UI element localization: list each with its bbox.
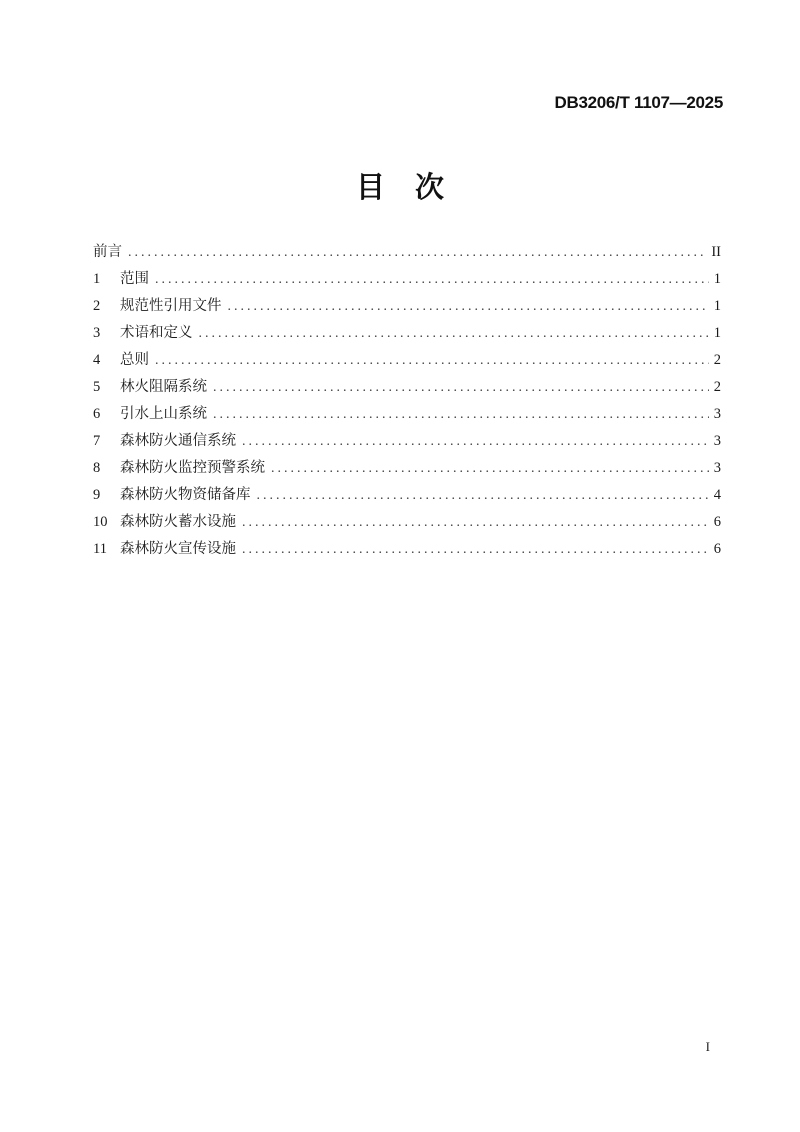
toc-entry (93, 347, 721, 374)
toc-entry (93, 509, 721, 536)
toc-entry-page: 1 (713, 271, 721, 287)
toc-entry-page: 6 (713, 514, 721, 530)
toc-entry-page: 2 (713, 352, 721, 368)
toc-leader-dots (242, 509, 709, 536)
toc-entry-number: 7 (93, 433, 101, 449)
toc-entry-number: 8 (93, 460, 101, 476)
toc-leader-dots (155, 266, 709, 293)
toc-entry-number: 3 (93, 325, 101, 341)
toc-leader-dots (213, 401, 709, 428)
toc-leader-dots (271, 455, 709, 482)
toc-entry-label: 森林防火宣传设施 (120, 541, 236, 557)
toc-entry-page: 1 (713, 325, 721, 341)
toc-leader-dots (228, 293, 709, 320)
toc-entry (93, 401, 721, 428)
toc-entry-number: 11 (93, 541, 107, 557)
toc-entry (93, 239, 721, 266)
toc-entry-label: 引水上山系统 (120, 406, 207, 422)
toc-entry-number: 10 (93, 514, 108, 530)
toc-entry-label: 前言 (93, 244, 122, 260)
toc-leader-dots (242, 536, 709, 563)
footer-page-number: I (705, 1039, 710, 1054)
toc-entry-label: 森林防火监控预警系统 (120, 460, 265, 476)
toc-entry-page: 4 (713, 487, 721, 503)
page-title: 目 次 (355, 172, 445, 204)
toc-entry-page: 1 (713, 298, 721, 314)
toc-leader-dots (128, 239, 706, 266)
toc-entry-page: 3 (713, 406, 721, 422)
toc-entry-label: 规范性引用文件 (120, 298, 222, 314)
toc-entry-label: 术语和定义 (120, 325, 193, 341)
toc-entry (93, 266, 721, 293)
toc-entry-page: 6 (713, 541, 721, 557)
toc-entry (93, 428, 721, 455)
toc-leader-dots (213, 374, 709, 401)
toc-entry (93, 455, 721, 482)
toc-entry-label: 森林防火蓄水设施 (120, 514, 236, 530)
toc-entry-number: 6 (93, 406, 101, 422)
toc-entry-label: 森林防火物资储备库 (120, 487, 251, 503)
toc-entry-page: II (711, 244, 721, 260)
toc-leader-dots (257, 482, 709, 509)
toc-entry (93, 320, 721, 347)
toc-entry (93, 374, 721, 401)
toc-entry-label: 林火阻隔系统 (120, 379, 207, 395)
toc-entry-page: 2 (713, 379, 721, 395)
toc-entry (93, 482, 721, 509)
toc-entry-page: 3 (713, 460, 721, 476)
toc-entry-number: 4 (93, 352, 101, 368)
toc-entry-label: 森林防火通信系统 (120, 433, 236, 449)
toc-leader-dots (242, 428, 709, 455)
toc-entry-label: 范围 (120, 271, 149, 287)
toc-entry-page: 3 (713, 433, 721, 449)
doc-standard-code: DB3206/T 1107—2025 (554, 93, 723, 112)
toc-entry-number: 1 (93, 271, 101, 287)
toc-leader-dots (155, 347, 709, 374)
toc-entry-number: 2 (93, 298, 101, 314)
toc-entry (93, 293, 721, 320)
toc-entry-label: 总则 (120, 352, 149, 368)
toc-entry-number: 5 (93, 379, 101, 395)
toc-list (93, 239, 721, 563)
toc-leader-dots (199, 320, 709, 347)
toc-entry-number: 9 (93, 487, 101, 503)
toc-entry (93, 536, 721, 563)
